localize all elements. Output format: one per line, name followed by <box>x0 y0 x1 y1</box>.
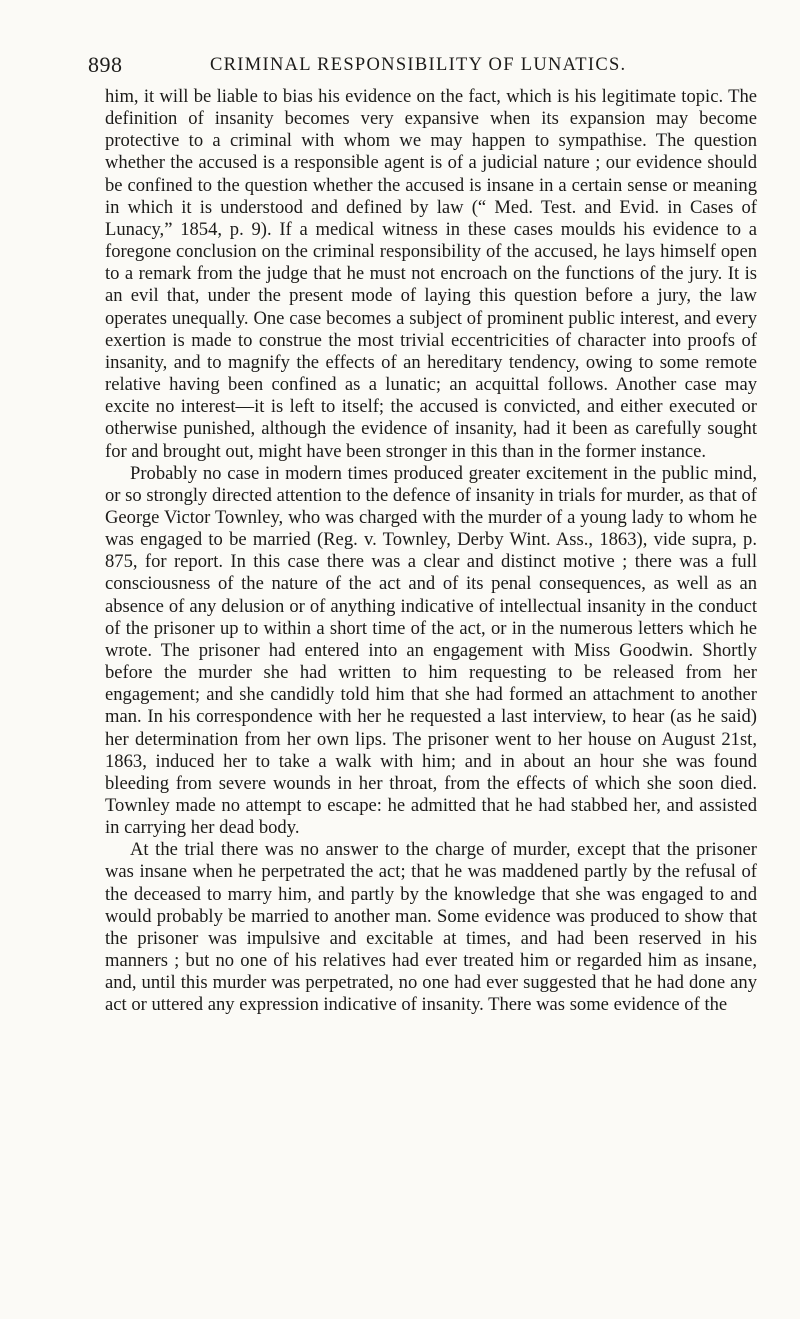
paragraph: him, it will be liable to bias his evidence on the fact, which is his legitimate topic. The definition of insanity becomes very expansive when its expansion may become protective to a criminal with whom we may happen to sympathise. The question whether the accused is a responsible agent is of a judicial nature ; our evidence should be confined to the question whether the accused is insane in a certain sense or meaning in which it is understood and defined by law (“ Med. Test. and Evid. in Cases of Lunacy,” 1854, p. 9). If a medical witness in these cases moulds his evidence to a foregone conclusion on the criminal responsibility of the accused, he lays himself open to a remark from the judge that he must not encroach on the functions of the jury. It is an evil that, under the present mode of laying this question before a jury, the law operates unequally. One case becomes a subject of prominent public interest, and every exertion is made to construe the most trivial eccentricities of character into proofs of insanity, and to magnify the effects of an hereditary tendency, owing to some remote relative having been confined as a lunatic; an acquittal follows. Another case may excite no interest—it is left to itself; the accused is convicted, and either executed or otherwise punished, although the evidence of insanity, had it been as carefully sought for and brought out, might have been stronger in this than in the former instance. <box>105 86 757 462</box>
paragraph: Probably no case in modern times produced greater excitement in the public mind, or so strongly directed attention to the defence of insanity in trials for murder, as that of George Victor Townley, who was charged with the murder of a young lady to whom he was engaged to be married (Reg. v. Townley, Derby Wint. Ass., 1863), vide supra, p. 875, for report. In this case there was a clear and distinct motive ; there was a full consciousness of the nature of the act and of its penal consequences, as well as an absence of any delusion or of anything indicative of intellectual insanity in the conduct of the prisoner up to within a short time of the act, or in the numerous letters which he wrote. The prisoner had entered into an engagement with Miss Goodwin. Shortly before the murder she had written to him requesting to be released from her engagement; and she candidly told him that she had formed an attachment to another man. In his correspondence with her he requested a last interview, to hear (as he said) her determination from her own lips. The prisoner went to her house on August 21st, 1863, induced her to take a walk with him; and in about an hour she was found bleeding from severe wounds in her throat, from the effects of which she soon died. Townley made no attempt to escape: he admitted that he had stabbed her, and assisted in carrying her dead body. <box>105 462 757 839</box>
paragraph: At the trial there was no answer to the charge of murder, except that the prisoner was insane when he perpetrated the act; that he was maddened partly by the refusal of the deceased to marry him, and partly by the knowledge that she was engaged to and would probably be married to another man. Some evidence was produced to show that the prisoner was impulsive and excitable at times, and had been reserved in his manners ; but no one of his relatives had ever treated him or regarded him as insane, and, until this murder was perpetrated, no one had ever suggested that he had done any act or uttered any expression indicative of insanity. There was some evidence of the <box>105 839 757 1016</box>
page-header <box>88 52 778 82</box>
body-text <box>105 86 757 1017</box>
running-head: CRIMINAL RESPONSIBILITY OF LUNATICS. <box>210 55 627 75</box>
page-number: 898 <box>88 52 123 77</box>
